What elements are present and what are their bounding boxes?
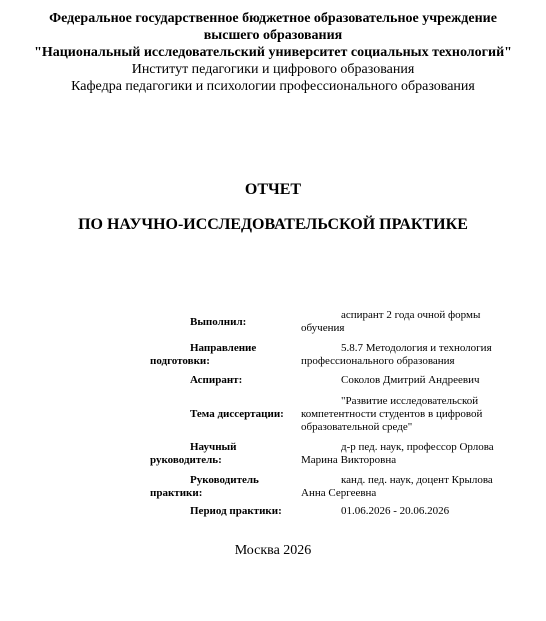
info-value: канд. пед. наук, доцент Крылова Анна Сергеевна xyxy=(301,473,493,499)
info-label: Направление подготовки: xyxy=(150,342,257,367)
info-label: Тема диссертации: xyxy=(190,407,284,420)
info-table xyxy=(150,305,520,519)
department-name: Кафедра педагогики и психологии профессионального образования xyxy=(71,79,475,94)
institution-line-2: высшего образования xyxy=(203,28,343,43)
info-label: Аспирант: xyxy=(190,374,243,386)
info-row-practice-period xyxy=(150,503,520,519)
info-label: Выполнил: xyxy=(190,315,247,328)
institute-name: Институт педагогики и цифрового образования xyxy=(131,62,415,77)
info-value: д-р пед. наук, профессор Орлова Марина Викторовна xyxy=(301,441,494,466)
info-row-postgraduate xyxy=(150,371,520,390)
info-label: Период практики: xyxy=(190,504,282,517)
institution-header xyxy=(0,10,546,95)
institution-line-1: Федеральное государственное бюджетное образовательное учреждение xyxy=(49,11,497,26)
info-label: Научный руководитель: xyxy=(150,441,237,466)
info-label: Руководитель практики: xyxy=(150,473,259,499)
university-name: "Национальный исследовательский университет социальных технологий" xyxy=(34,45,512,60)
info-row-dissertation-topic xyxy=(150,390,520,438)
city-year: Москва 2026 xyxy=(234,543,312,558)
document-title: ОТЧЕТ xyxy=(244,181,302,198)
info-row-performer xyxy=(150,305,520,339)
info-value: "Развитие исследовательской компетентности студентов в цифровой образовательной среде" xyxy=(301,394,483,433)
info-value: Соколов Дмитрий Андреевич xyxy=(341,374,480,386)
info-value: 01.06.2026 - 20.06.2026 xyxy=(341,504,450,517)
info-row-practice-supervisor xyxy=(150,470,520,503)
info-row-scientific-supervisor xyxy=(150,438,520,470)
info-row-direction xyxy=(150,339,520,371)
info-value: 5.8.7 Методология и технология профессионального образования xyxy=(301,342,492,367)
document-subtitle: ПО НАУЧНО-ИССЛЕДОВАТЕЛЬСКОЙ ПРАКТИКЕ xyxy=(78,216,468,233)
info-value: аспирант 2 года очной формы обучения xyxy=(301,309,481,334)
